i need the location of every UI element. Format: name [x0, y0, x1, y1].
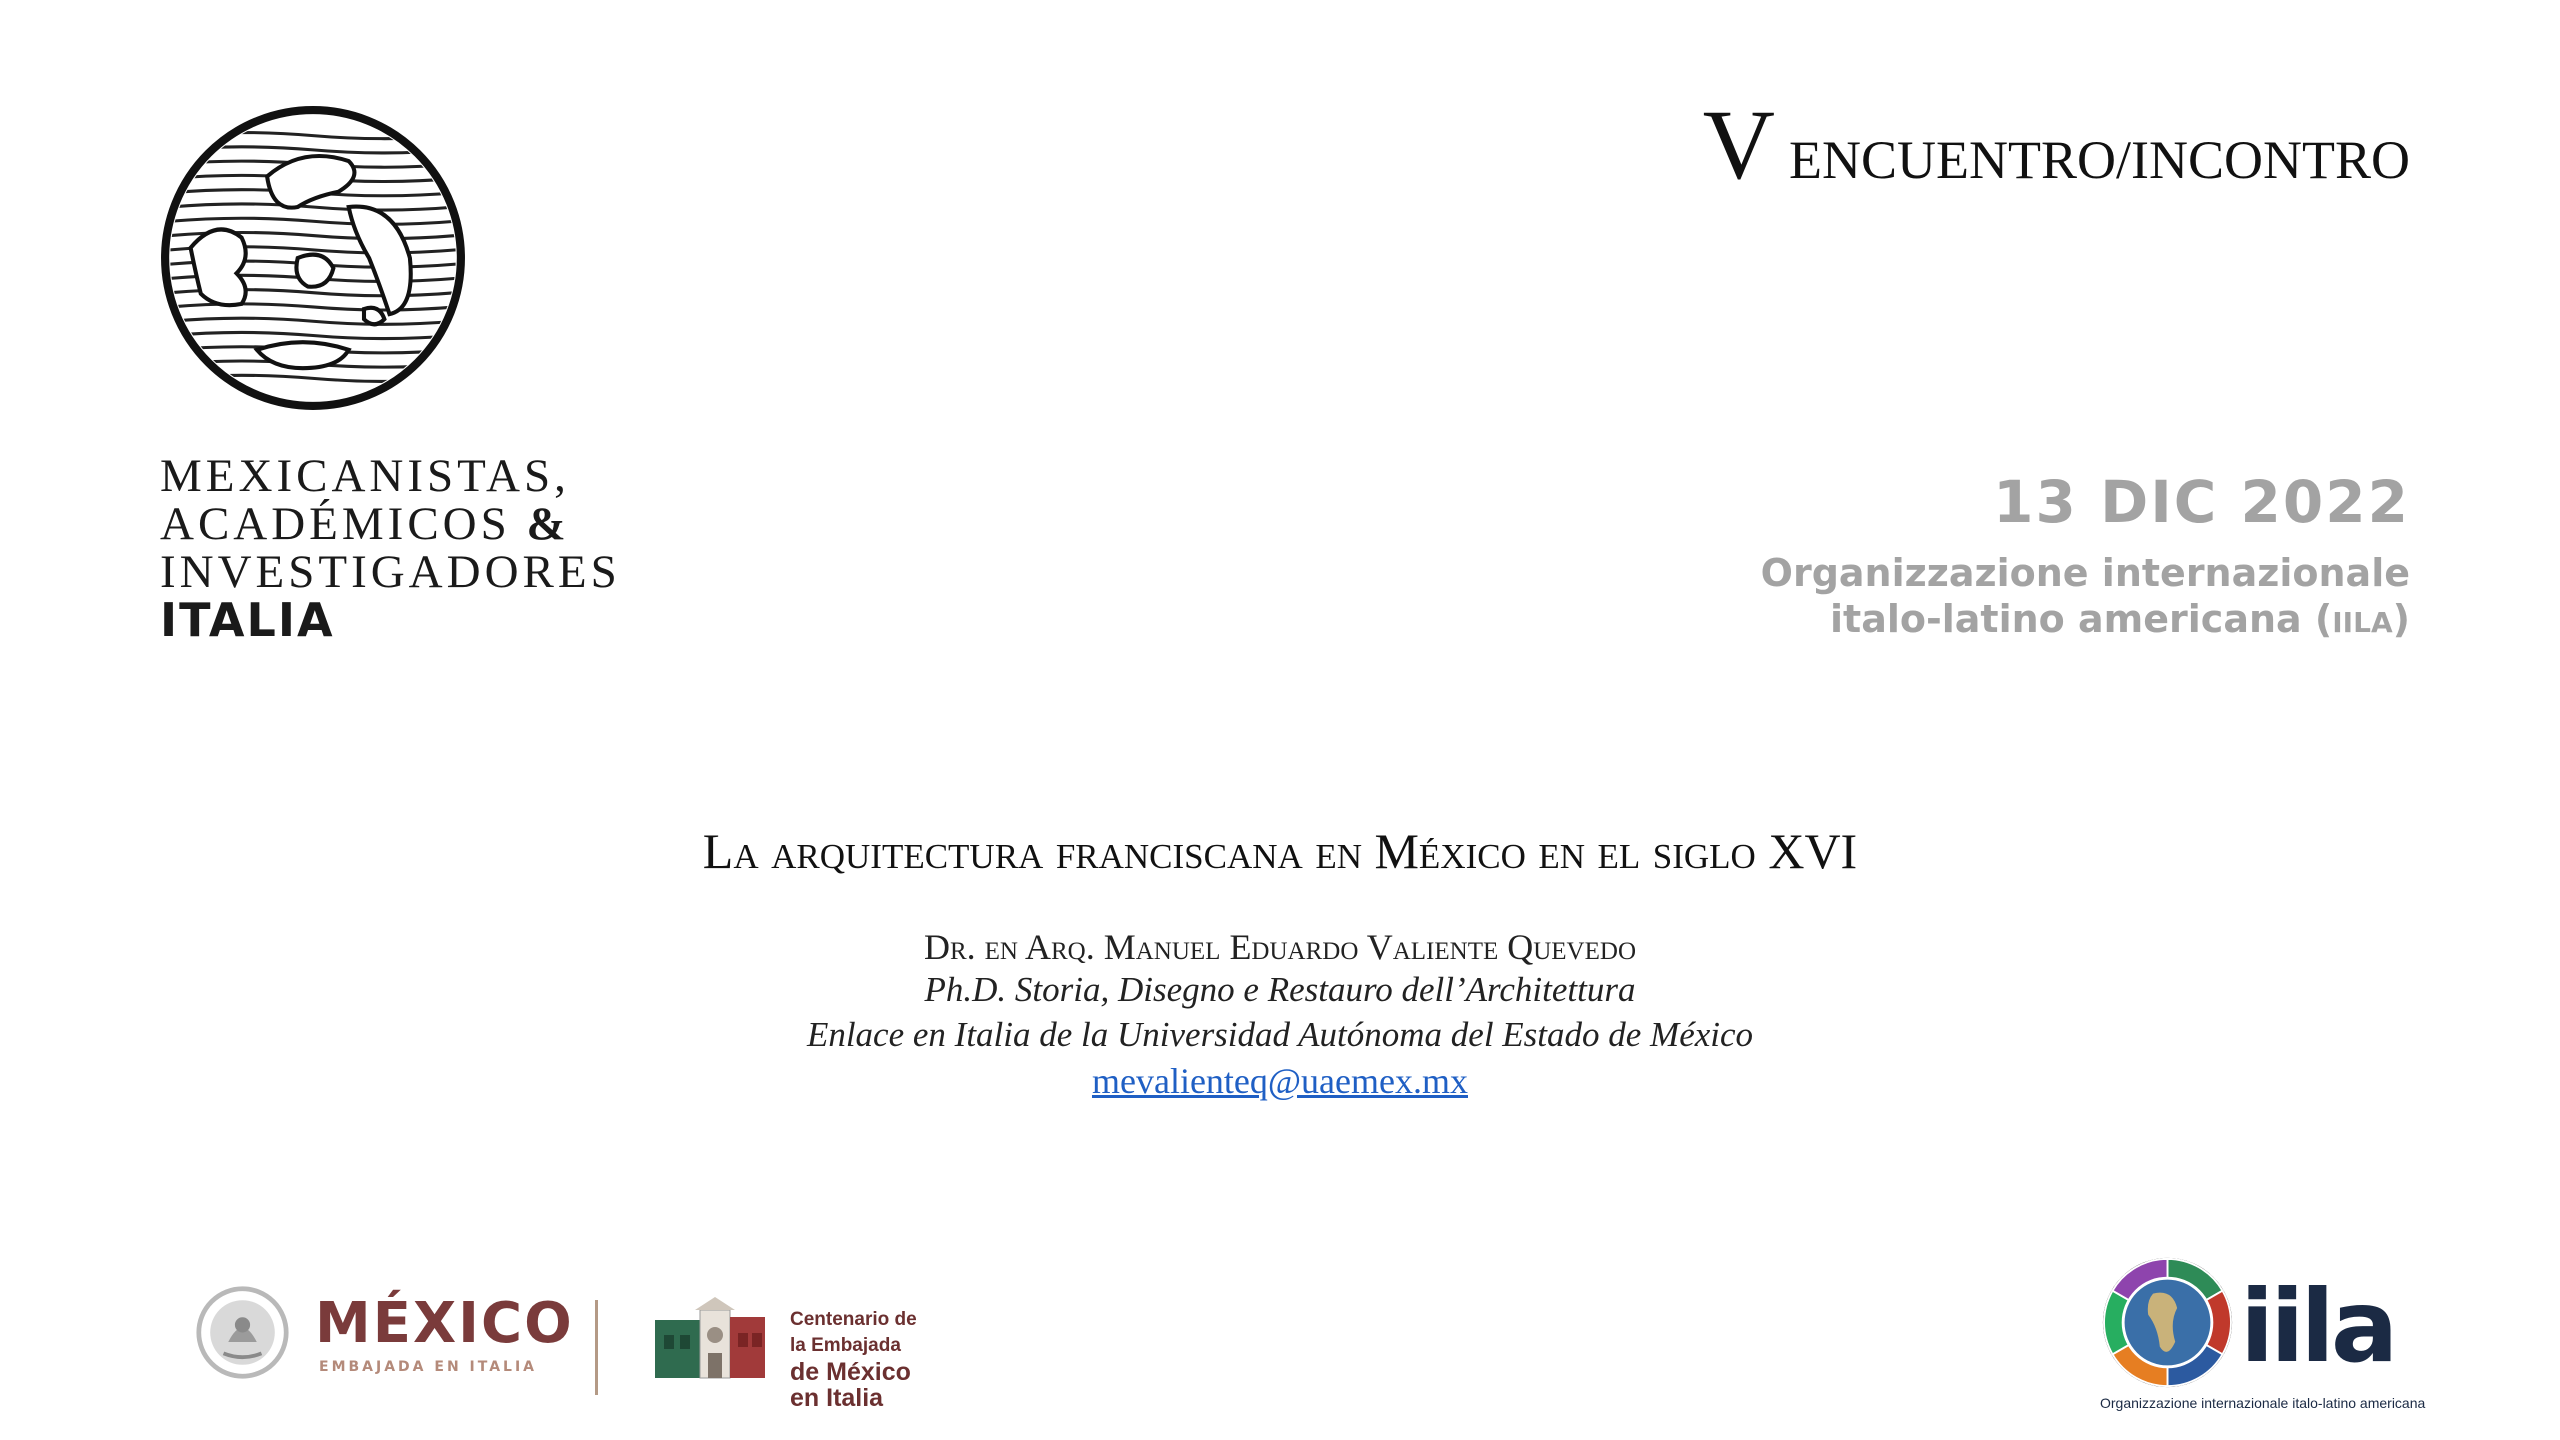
embassy-text-line-1: Centenario de la Embajada	[790, 1309, 917, 1356]
brand-line-3: INVESTIGADORES	[160, 546, 621, 598]
brand-line-4: ITALIA	[160, 593, 335, 647]
mexico-coat-of-arms-icon	[195, 1285, 290, 1380]
seal-logo-icon	[160, 105, 466, 411]
event-organization	[1761, 550, 2410, 646]
event-title	[1702, 89, 2410, 200]
embassy-text-line-2: de México en Italia	[790, 1358, 911, 1412]
org-line-2	[1761, 596, 2410, 646]
speaker-email-link[interactable]: mevalienteq@uaemex.mx	[1091, 1061, 1468, 1101]
iila-globe-icon	[2100, 1255, 2235, 1390]
brand-wordmark	[160, 450, 621, 647]
speaker-name: Dr. en Arq. Manuel Eduardo Valiente Quevedo	[923, 927, 1636, 967]
mexico-embassy-logo	[195, 1285, 935, 1412]
speaker-affiliation-1: Ph.D. Storia, Disegno e Restauro dell’Architettura	[924, 970, 1636, 1009]
brand-line-2	[160, 500, 621, 548]
brand-line-2-text: ACADÉMICOS	[160, 498, 511, 550]
iila-logo	[2100, 1255, 2426, 1415]
speaker-email-container	[0, 1060, 2560, 1102]
speaker-affiliation-2: Enlace en Italia de la Universidad Autónoma del Estado de México	[806, 1015, 1754, 1054]
embassy-centenary-text	[790, 1307, 935, 1411]
mexico-embassy-subtitle: EMBAJADA EN ITALIA	[319, 1359, 538, 1375]
org-close-paren: )	[2392, 597, 2410, 641]
org-line-1: Organizzazione internazionale	[1760, 551, 2410, 595]
iila-wordmark: iila	[2240, 1268, 2395, 1385]
event-title-text: ENCUENTRO/INCONTRO	[1789, 130, 2410, 190]
talk-title: La arquitectura franciscana en México en el siglo XVI	[702, 823, 1858, 879]
org-line-2-text: italo-latino americana (	[1830, 597, 2333, 641]
embassy-building-icon	[650, 1295, 770, 1380]
iila-caption: Organizzazione internazionale italo-latino americana	[2100, 1395, 2426, 1411]
brand-ampersand: &	[526, 498, 570, 550]
event-title-numeral: V	[1702, 89, 1776, 200]
logo-divider	[595, 1300, 598, 1395]
mexico-wordmark: MÉXICO	[315, 1291, 574, 1356]
event-date: 13 DIC 2022	[1993, 468, 2410, 536]
brand-line-1: MEXICANISTAS,	[160, 450, 570, 502]
org-abbreviation: IILA	[2332, 606, 2393, 639]
